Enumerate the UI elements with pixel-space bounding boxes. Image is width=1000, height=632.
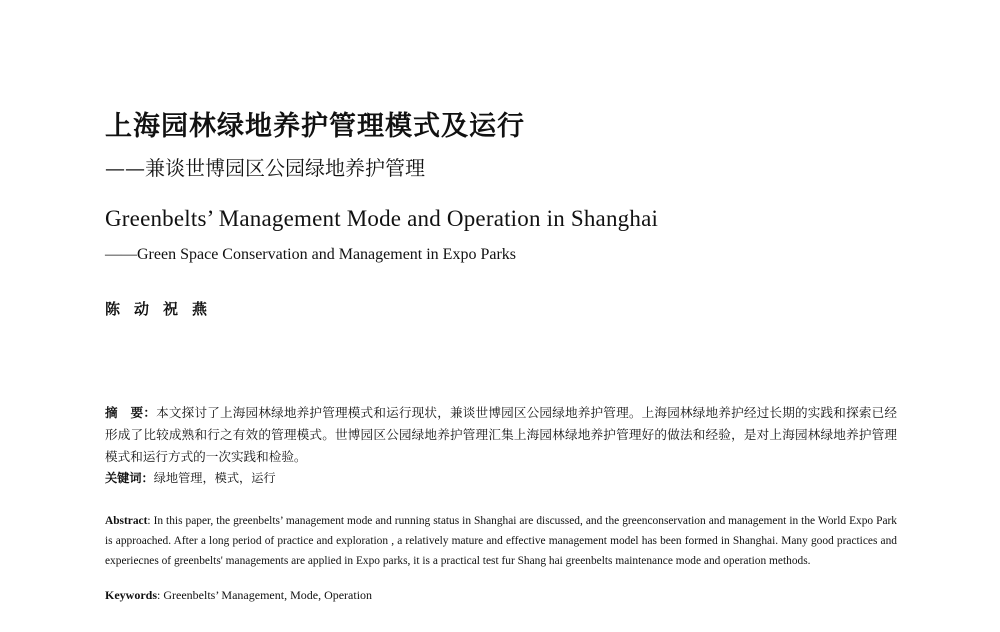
author-char: 燕 xyxy=(192,300,208,318)
english-keywords-text: Greenbelts’ Management, Mode, Operation xyxy=(163,588,373,602)
english-keywords: Keywords: Greenbelts’ Management, Mode, Operation xyxy=(105,588,373,602)
author-char: 动 xyxy=(134,300,150,318)
english-subtitle: ——Green Space Conservation and Management in Expo Parks xyxy=(105,246,517,263)
english-abstract-text: In this paper, the greenbelts’ management mode and running status in Shanghai are discussed, and the greenconservation and management in the World Expo Park is approached. After a long period of practice and exploration , a relatively mature and effective management model has been formed in Shanghai. Many good practices and experiecnes of greenbelts' managements are applied in Expo parks, it is a practical test fur Shang hai greenbelts maintenance mode and operation methods. xyxy=(105,515,898,567)
chinese-keywords xyxy=(105,469,276,486)
english-title: Greenbelts’ Management Mode and Operation in Shanghai xyxy=(105,206,659,231)
english-keywords-label: Keywords xyxy=(105,588,157,602)
english-abstract-label: Abstract xyxy=(105,515,148,527)
author-char: 陈 xyxy=(105,300,121,318)
author-char: 祝 xyxy=(163,300,179,318)
chinese-keywords-label: 关键词： xyxy=(105,471,154,485)
chinese-title: 上海园林绿地养护管理模式及运行 xyxy=(105,111,525,142)
chinese-abstract xyxy=(105,402,897,468)
chinese-abstract-label: 摘 要： xyxy=(105,405,157,420)
chinese-keywords-text: 绿地管理，模式，运行 xyxy=(153,471,276,485)
english-abstract: Abstract: In this paper, the greenbelts’ management mode and running status in Shanghai are discussed, and the greenconservation and management in the World Expo Park is approached. After a long period of practice and exploration , a relatively mature and effective management model has been formed in Shanghai. Many good practices and experiecnes of greenbelts' managements are applied in Expo parks, it is a practical test fur Shang hai greenbelts maintenance mode and operation methods. xyxy=(105,515,898,567)
author-line xyxy=(105,298,221,319)
chinese-subtitle: ——兼谈世博园区公园绿地养护管理 xyxy=(105,156,425,180)
chinese-abstract-text: 本文探讨了上海园林绿地养护管理模式和运行现状，兼谈世博园区公园绿地养护管理。上海园林绿地养护经过长期的实践和探索已经形成了比较成熟和行之有效的管理模式。世博园区公园绿地养护管理汇集上海园林绿地养护管理好的做法和经验，是对上海园林绿地养护管理模式和运行方式的一次实践和检验。 xyxy=(105,405,898,464)
